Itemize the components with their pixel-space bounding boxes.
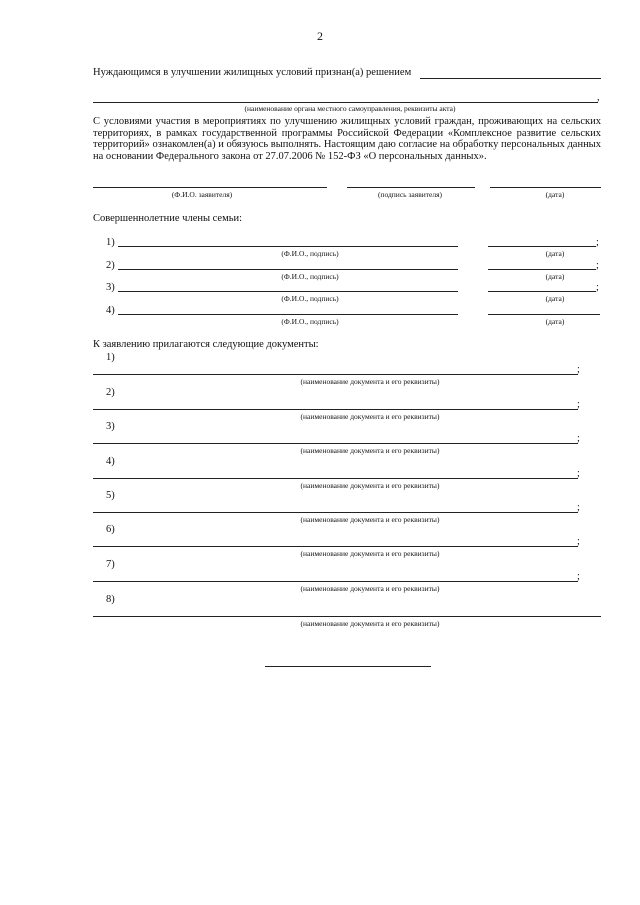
family-member-name-line[interactable] [118, 246, 458, 247]
document-line[interactable] [93, 409, 578, 410]
family-member-caption: (Ф.И.О., подпись) [281, 249, 339, 258]
document-number: 5) [106, 490, 115, 501]
family-member-caption: (Ф.И.О., подпись) [281, 317, 339, 326]
family-member-end: ; [596, 237, 599, 248]
document-caption: (наименование документа и его реквизиты) [300, 377, 440, 386]
decision-field-line[interactable] [420, 78, 601, 79]
document-number: 4) [106, 456, 115, 467]
family-member-caption: (Ф.И.О., подпись) [281, 294, 339, 303]
document-number: 1) [106, 352, 115, 363]
family-member-date-caption: (дата) [545, 317, 565, 326]
document-number: 2) [106, 387, 115, 398]
document-end: ; [577, 399, 580, 410]
family-member-number: 1) [106, 237, 115, 248]
family-member-end: ; [596, 282, 599, 293]
document-line[interactable] [93, 443, 578, 444]
document-caption: (наименование документа и его реквизиты) [300, 584, 440, 593]
family-member-number: 4) [106, 305, 115, 316]
documents-heading: К заявлению прилагаются следующие документы: [93, 339, 319, 350]
family-member-number: 2) [106, 260, 115, 271]
document-line[interactable] [93, 581, 578, 582]
family-member-date-caption: (дата) [545, 294, 565, 303]
applicant-name-caption: (Ф.И.О. заявителя) [171, 190, 233, 199]
document-line[interactable] [93, 512, 578, 513]
document-end: ; [577, 364, 580, 375]
document-end: ; [577, 502, 580, 513]
family-member-date-line[interactable] [488, 314, 600, 315]
family-member-date-line[interactable] [488, 246, 596, 247]
family-member-date-line[interactable] [488, 291, 596, 292]
consent-paragraph: С условиями участия в мероприятиях по улучшению жилищных условий граждан, проживающих на сельских территориях, в рамках государственной программы Российской Федерации «Комплексное развитие сельских территорий» ознакомлен(а) и обязуюсь выполнять. Настоящим даю согласие на обработку персональных данных на основании Федерального закона от 27.07.2006 № 152-ФЗ «О персональных данных». [93, 116, 601, 162]
page-number: 2 [317, 29, 323, 43]
document-end: ; [577, 536, 580, 547]
document-line[interactable] [93, 616, 601, 617]
document-number: 7) [106, 559, 115, 570]
family-member-caption: (Ф.И.О., подпись) [281, 272, 339, 281]
applicant-signature-caption: (подпись заявителя) [377, 190, 443, 199]
document-end: ; [577, 433, 580, 444]
decision-caption: (наименование органа местного самоуправления, реквизиты акта) [244, 104, 456, 113]
document-end: ; [577, 468, 580, 479]
document-line[interactable] [93, 374, 578, 375]
family-member-date-caption: (дата) [545, 249, 565, 258]
family-member-end: ; [596, 260, 599, 271]
applicant-date-line[interactable] [490, 187, 601, 188]
document-line[interactable] [93, 546, 578, 547]
document-caption: (наименование документа и его реквизиты) [300, 549, 440, 558]
document-caption: (наименование документа и его реквизиты) [300, 619, 440, 628]
family-member-number: 3) [106, 282, 115, 293]
document-caption: (наименование документа и его реквизиты) [300, 515, 440, 524]
applicant-date-caption: (дата) [545, 190, 565, 199]
family-member-name-line[interactable] [118, 269, 458, 270]
family-member-date-line[interactable] [488, 269, 596, 270]
document-line[interactable] [93, 478, 578, 479]
document-caption: (наименование документа и его реквизиты) [300, 481, 440, 490]
decision-trail: , [597, 92, 600, 103]
document-caption: (наименование документа и его реквизиты) [300, 412, 440, 421]
applicant-signature-line[interactable] [347, 187, 475, 188]
family-heading: Совершеннолетние члены семьи: [93, 213, 243, 224]
decision-field-line-2[interactable] [93, 102, 598, 103]
family-member-name-line[interactable] [118, 314, 458, 315]
closing-separator [265, 666, 431, 667]
family-member-date-caption: (дата) [545, 272, 565, 281]
decision-label: Нуждающимся в улучшении жилищных условий признан(а) решением [93, 67, 412, 78]
document-number: 3) [106, 421, 115, 432]
document-caption: (наименование документа и его реквизиты) [300, 446, 440, 455]
document-number: 8) [106, 594, 115, 605]
document-end: ; [577, 571, 580, 582]
family-member-name-line[interactable] [118, 291, 458, 292]
document-number: 6) [106, 524, 115, 535]
applicant-name-line[interactable] [93, 187, 327, 188]
